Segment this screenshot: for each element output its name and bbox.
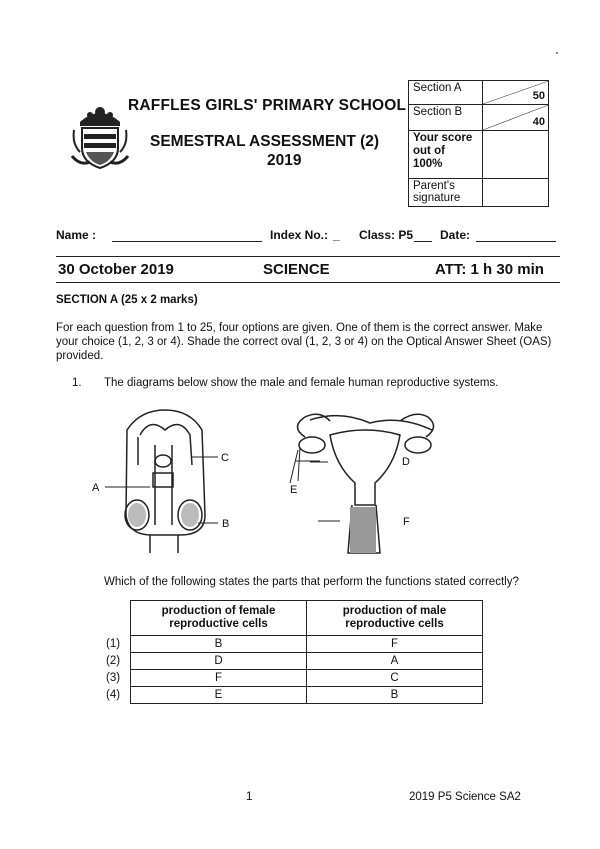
label-b: B xyxy=(222,518,230,530)
section-b-score-cell xyxy=(482,105,548,131)
table-row xyxy=(104,670,483,687)
date-label: Date: xyxy=(440,228,471,242)
female-cell: E xyxy=(131,687,307,704)
class-field[interactable] xyxy=(414,240,432,242)
male-cell: B xyxy=(307,687,483,704)
option-number: (4) xyxy=(106,689,121,701)
section-title: SECTION A (25 x 2 marks) xyxy=(56,294,198,306)
female-cell: D xyxy=(131,653,307,670)
female-cell: B xyxy=(131,636,307,653)
header-male: production of male reproductive cells xyxy=(307,601,483,636)
reproductive-systems-diagram xyxy=(80,405,440,565)
name-field[interactable] xyxy=(112,240,262,242)
scan-speck xyxy=(556,52,558,54)
subject: SCIENCE xyxy=(263,261,330,278)
label-f: F xyxy=(403,516,410,528)
male-cell: A xyxy=(307,653,483,670)
class-label: Class: P5 xyxy=(359,228,414,242)
total-score-label: Your score out of 100% xyxy=(409,131,483,179)
table-row xyxy=(104,687,483,704)
male-cell: C xyxy=(307,670,483,687)
question-number: 1. xyxy=(72,377,82,389)
option-number: (3) xyxy=(106,672,121,684)
index-blank[interactable]: _ xyxy=(333,228,340,242)
section-b-max: 40 xyxy=(532,116,545,128)
male-cell: F xyxy=(307,636,483,653)
label-d: D xyxy=(402,456,410,468)
section-b-label: Section B xyxy=(409,105,483,131)
label-a: A xyxy=(92,482,100,494)
exam-date: 30 October 2019 xyxy=(58,261,174,278)
label-c: C xyxy=(221,452,229,464)
parent-signature-label: Parent's signature xyxy=(409,179,483,207)
female-cell: F xyxy=(131,670,307,687)
footer-code: 2019 P5 Science SA2 xyxy=(409,791,521,803)
school-crest-logo xyxy=(70,100,130,172)
table-row xyxy=(104,636,483,653)
instructions: For each question from 1 to 25, four options are given. One of them is the correct answer. Make your choice (1, 2, 3 or 4). Shade the correct oval (1, 2, 3 or 4) on the Optical Answer Sheet (OAS) provided. xyxy=(56,322,552,362)
name-label: Name : xyxy=(56,228,97,242)
page-number: 1 xyxy=(246,791,253,803)
parent-signature-cell xyxy=(482,179,548,207)
male-system-drawing xyxy=(125,410,205,553)
bottom-rule xyxy=(56,282,560,283)
option-number: (1) xyxy=(106,638,121,650)
question-prompt: Which of the following states the parts that perform the functions stated correctly? xyxy=(104,576,519,588)
exam-title: SEMESTRAL ASSESSMENT (2) xyxy=(150,133,380,150)
top-rule xyxy=(56,256,560,257)
answer-options-table xyxy=(104,600,483,704)
section-a-score-cell xyxy=(482,81,548,105)
option-number: (2) xyxy=(106,655,121,667)
score-box xyxy=(408,80,549,207)
date-field[interactable] xyxy=(476,240,556,242)
exam-year: 2019 xyxy=(267,152,302,169)
section-a-max: 50 xyxy=(532,90,545,102)
total-score-cell xyxy=(482,131,548,179)
header-female: production of female reproductive cells xyxy=(131,601,307,636)
question-text: The diagrams below show the male and female human reproductive systems. xyxy=(104,377,499,389)
school-name: RAFFLES GIRLS' PRIMARY SCHOOL xyxy=(128,97,407,114)
table-row xyxy=(104,653,483,670)
index-label: Index No.: xyxy=(270,228,329,242)
section-a-label: Section A xyxy=(409,81,483,105)
label-e: E xyxy=(290,484,298,496)
duration: ATT: 1 h 30 min xyxy=(435,261,544,278)
